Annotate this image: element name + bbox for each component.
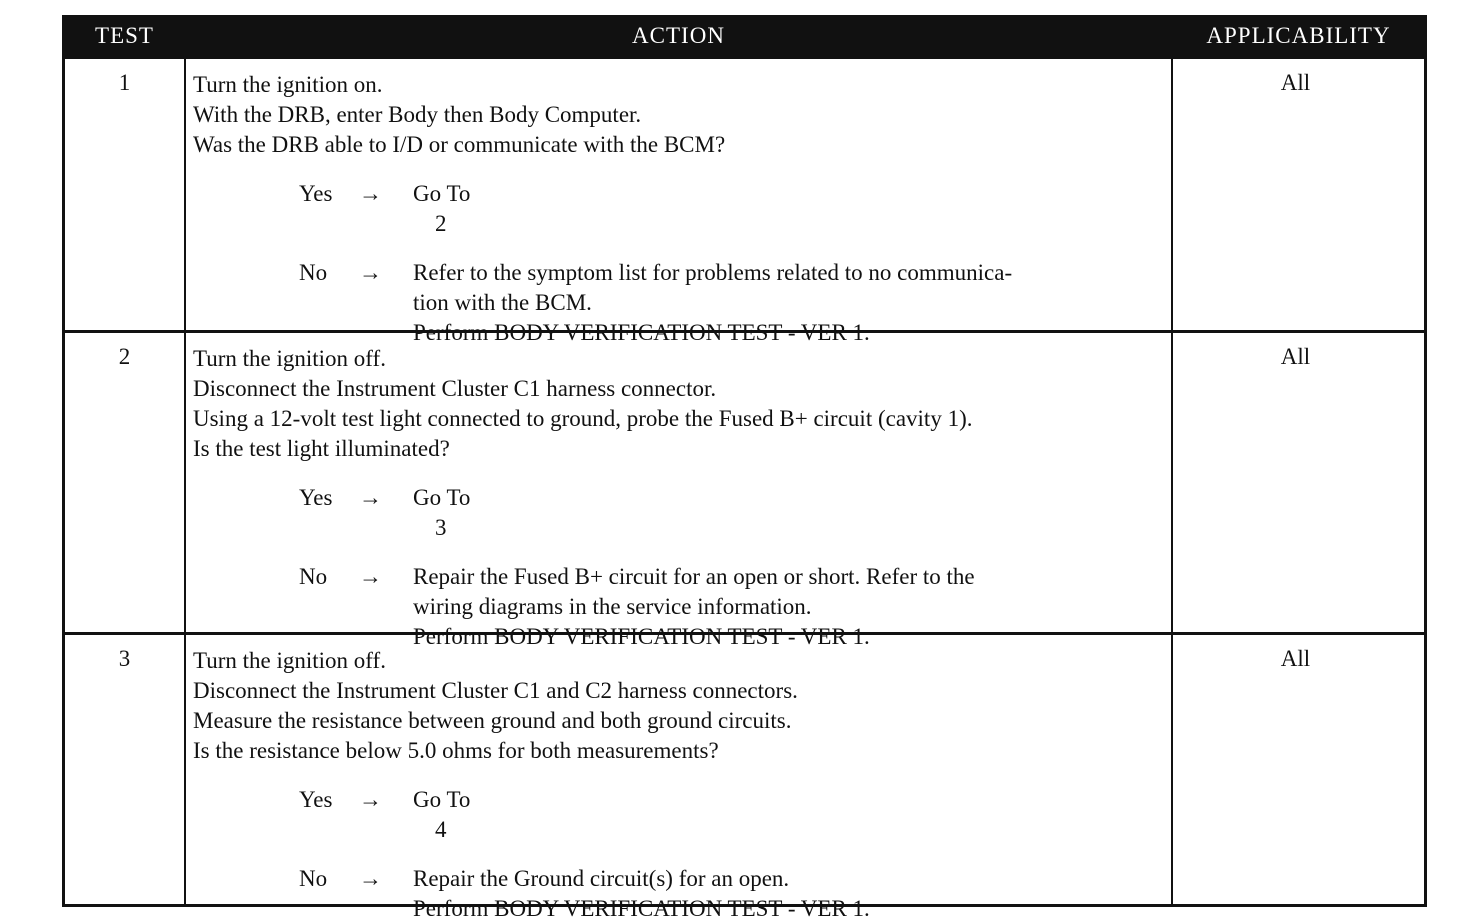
- table-row: [65, 330, 1424, 649]
- result-line: wiring diagrams in the service information.: [413, 594, 812, 619]
- result-line: Refer to the symptom list for problems related to no communica-: [413, 260, 1013, 285]
- goto-text: [413, 179, 1165, 239]
- yes-label: Yes: [299, 181, 333, 206]
- header-test: TEST: [95, 22, 154, 48]
- action-step: Turn the ignition off.: [193, 648, 386, 673]
- goto-text: [413, 483, 1165, 543]
- action-step: Turn the ignition on.: [193, 72, 383, 97]
- action-cell: [184, 333, 1173, 649]
- goto-label: Go To: [413, 787, 471, 812]
- result-line: Perform BODY VERIFICATION TEST - VER 1.: [413, 624, 870, 649]
- goto-label: Go To: [413, 181, 471, 206]
- arrow-icon: →: [359, 866, 382, 891]
- applicability-cell: All: [1280, 344, 1311, 369]
- action-cell: [184, 59, 1173, 345]
- goto-label: Go To: [413, 485, 471, 510]
- goto-number: 3: [435, 515, 447, 540]
- table-row: [65, 56, 1424, 345]
- action-step: Is the test light illuminated?: [193, 436, 450, 461]
- test-number: 2: [118, 344, 131, 369]
- header-applicability: APPLICABILITY: [1206, 22, 1391, 48]
- goto-text: [413, 785, 1165, 845]
- action-step: Disconnect the Instrument Cluster C1 and C2 harness connectors.: [193, 678, 798, 703]
- action-step: With the DRB, enter Body then Body Computer.: [193, 102, 642, 127]
- yes-label: Yes: [299, 485, 333, 510]
- applicability-cell: All: [1280, 70, 1311, 95]
- result-line: Perform BODY VERIFICATION TEST - VER 1.: [413, 896, 870, 921]
- yes-answer: [193, 483, 1171, 543]
- no-answer: [193, 864, 1171, 924]
- yes-answer: [193, 785, 1171, 845]
- action-step: Disconnect the Instrument Cluster C1 harness connector.: [193, 376, 717, 401]
- arrow-icon: →: [359, 787, 382, 812]
- result-line: Repair the Fused B+ circuit for an open or short. Refer to the: [413, 564, 975, 589]
- no-label: No: [299, 260, 328, 285]
- action-step: Turn the ignition off.: [193, 346, 386, 371]
- arrow-icon: →: [359, 485, 382, 510]
- yes-label: Yes: [299, 787, 333, 812]
- action-step: Measure the resistance between ground and both ground circuits.: [193, 708, 792, 733]
- table-header: [65, 15, 1424, 56]
- arrow-icon: →: [359, 260, 382, 285]
- result-line: Perform BODY VERIFICATION TEST - VER 1.: [413, 320, 870, 345]
- table-row: [65, 632, 1424, 921]
- header-action: ACTION: [632, 22, 725, 48]
- action-step: Using a 12-volt test light connected to ground, probe the Fused B+ circuit (cavity 1).: [193, 406, 973, 431]
- result-line: Repair the Ground circuit(s) for an open.: [413, 866, 790, 891]
- action-cell: [184, 635, 1173, 921]
- action-step: Was the DRB able to I/D or communicate with the BCM?: [193, 132, 726, 157]
- diagnostic-table: [62, 15, 1427, 921]
- test-number: 1: [118, 70, 131, 95]
- goto-number: 4: [435, 817, 447, 842]
- no-label: No: [299, 564, 328, 589]
- arrow-icon: →: [359, 564, 382, 589]
- no-result: [413, 864, 1171, 924]
- result-line: tion with the BCM.: [413, 290, 592, 315]
- test-number: 3: [118, 646, 131, 671]
- goto-number: 2: [435, 211, 447, 236]
- no-label: No: [299, 866, 328, 891]
- action-step: Is the resistance below 5.0 ohms for both measurements?: [193, 738, 719, 763]
- arrow-icon: →: [359, 181, 382, 206]
- yes-answer: [193, 179, 1171, 239]
- applicability-cell: All: [1280, 646, 1311, 671]
